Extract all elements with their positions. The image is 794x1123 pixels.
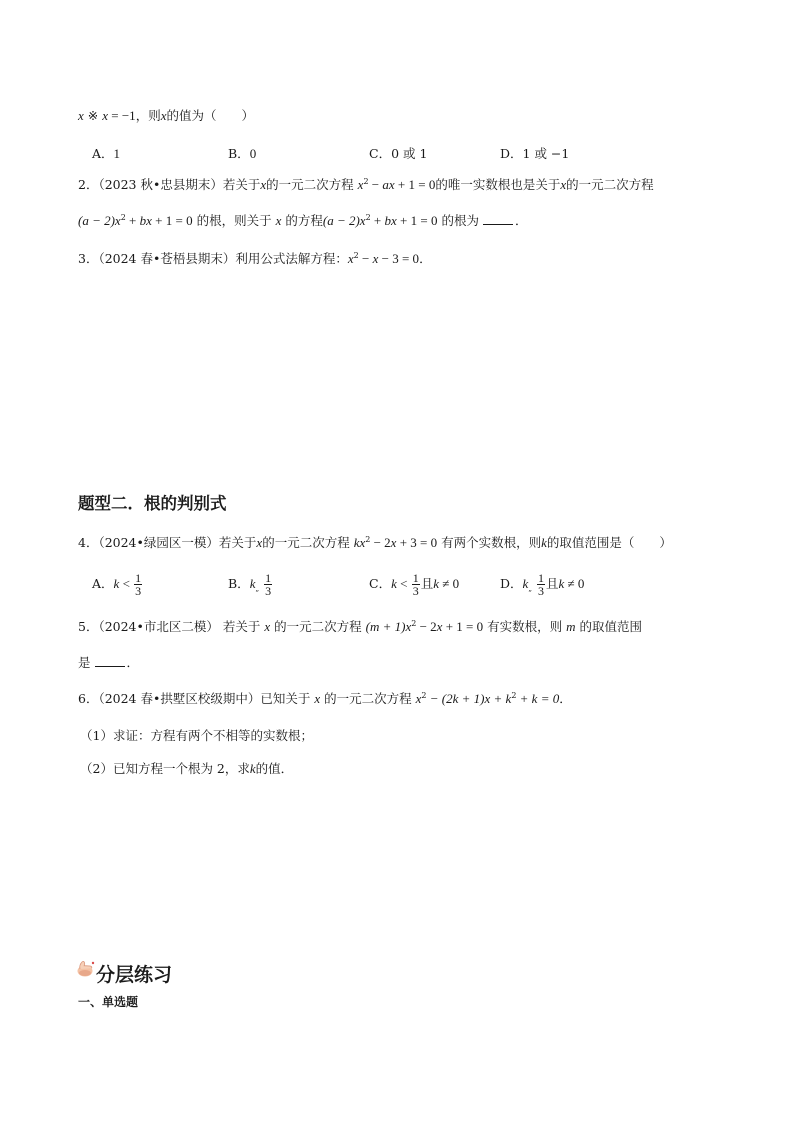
fraction-one-third: $\frac{1}{3}$	[412, 571, 419, 598]
q1-option-d[interactable]: D．1 或 −1	[500, 146, 570, 161]
q6-sub-2: （2）已知方程一个根为 2，求k的值．	[80, 761, 294, 776]
q1-option-a[interactable]: A．1	[92, 146, 121, 161]
q5-line-1: 5．（2024•市北区二模） 若关于 x 的一元二次方程 $(m + 1)x^2 - 2x + 1 = 0$ 有实数根，则 m 的取值范围	[78, 619, 642, 634]
fraction-one-third: $\frac{1}{3}$	[265, 571, 272, 598]
q4-option-c[interactable]: C．k < $\frac{1}{3}$ 且k ≠ 0	[369, 571, 460, 598]
q2-line-1: 2．（2023 秋•忠县期末）若关于x的一元二次方程 $x^2$ − ax + 1 = 0的唯一实数根也是关于x的一元二次方程	[78, 177, 654, 192]
q1-option-b[interactable]: B．0	[228, 146, 257, 161]
q4-option-d[interactable]: D．$k_„$ $\frac{1}{3}$ 且k ≠ 0	[500, 571, 585, 598]
q4-option-b[interactable]: B．$k_„$ $\frac{1}{3}$	[228, 571, 272, 598]
q6-sub-1: （1）求证：方程有两个不相等的实数根；	[80, 728, 313, 743]
q4-line: 4．（2024•绿园区一模）若关于x的一元二次方程 $kx^2 - 2x + 3 = 0$ 有两个实数根，则k的取值范围是（ ）	[78, 535, 672, 550]
fraction-one-third: $\frac{1}{3}$	[135, 571, 142, 598]
section-heading-discriminant: 题型二．根的判别式	[78, 494, 227, 513]
section-subheading-single-choice: 一、单选题	[78, 995, 139, 1009]
section-heading-layered-practice: 分层练习	[96, 964, 173, 986]
q4-option-a[interactable]: A．k < $\frac{1}{3}$	[92, 571, 142, 598]
q2-answer-blank[interactable]	[483, 212, 513, 225]
fraction-one-third: $\frac{1}{3}$	[537, 571, 544, 598]
q1-option-c[interactable]: C．0 或 1	[369, 146, 428, 161]
q5-answer-blank[interactable]	[95, 654, 125, 667]
q6-line: 6．（2024 春•拱墅区校级期中）已知关于 x 的一元二次方程 $x^2 - (2k + 1)x + k^2 + k = 0$．	[78, 691, 572, 706]
q2-line-2: $(a - 2)x^2$ + bx + 1 = 0 的根，则关于 x 的方程$(a - 2)x^2$ + bx + 1 = 0 的根为 ．	[78, 213, 528, 228]
thumbs-up-icon	[76, 958, 96, 978]
q1-stem: x ※ x = −1，则x的值为（ ）	[78, 108, 254, 123]
q5-line-2: 是 ．	[78, 655, 140, 670]
q3-line: 3．（2024 春•苍梧县期末）利用公式法解方程：$x^2 - x - 3 = 0$．	[78, 251, 432, 266]
